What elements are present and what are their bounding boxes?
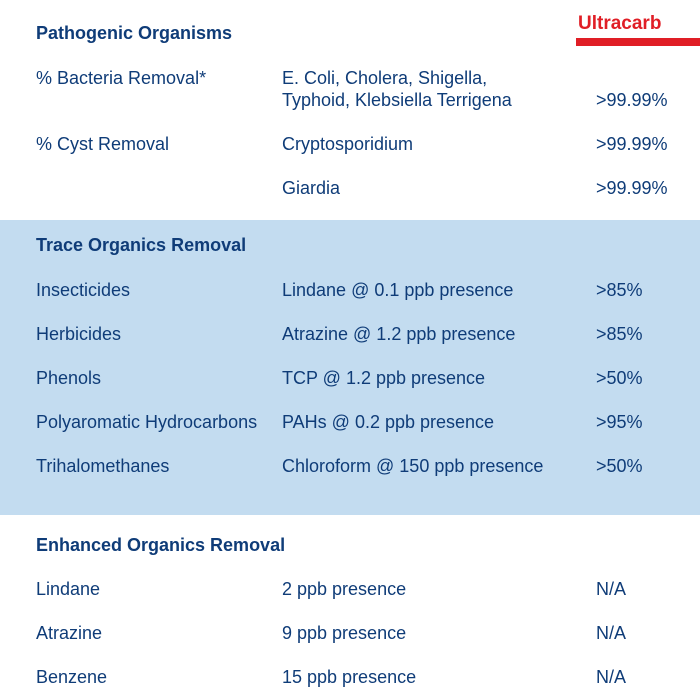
bacteria-item-line2: Typhoid, Klebsiella Terrigena [282, 90, 512, 110]
trace-heading: Trace Organics Removal [36, 235, 247, 255]
trace-section [0, 220, 700, 515]
trihalomethanes-item: Chloroform @ 150 ppb presence [282, 456, 544, 476]
phenols-value: >50% [596, 368, 643, 388]
atrazine-item: 9 ppb presence [282, 623, 407, 643]
phenols-item: TCP @ 1.2 ppb presence [282, 368, 486, 388]
brand-name: Ultracarb [578, 13, 662, 34]
pah-label: Polyaromatic Hydrocarbons [36, 412, 258, 432]
cryptosporidium-value: >99.99% [596, 134, 668, 154]
herbicides-value: >85% [596, 324, 643, 344]
enhanced-heading: Enhanced Organics Removal [36, 535, 286, 555]
giardia-item: Giardia [282, 178, 341, 198]
benzene-value: N/A [596, 667, 627, 687]
bacteria-label: % Bacteria Removal* [36, 68, 207, 88]
bacteria-item-line1: E. Coli, Cholera, Shigella, [282, 68, 488, 88]
atrazine-value: N/A [596, 623, 627, 643]
giardia-value: >99.99% [596, 178, 668, 198]
herbicides-item: Atrazine @ 1.2 ppb presence [282, 324, 516, 344]
brand-logo [576, 12, 700, 36]
lindane-label: Lindane [36, 579, 101, 599]
cryptosporidium-item: Cryptosporidium [282, 134, 414, 154]
pathogenic-heading: Pathogenic Organisms [36, 23, 233, 43]
pah-item: PAHs @ 0.2 ppb presence [282, 412, 495, 432]
trihalomethanes-value: >50% [596, 456, 643, 476]
enhanced-section [0, 515, 700, 700]
pah-value: >95% [596, 412, 643, 432]
brand-underline [576, 38, 700, 46]
cyst-label: % Cyst Removal [36, 134, 170, 154]
bacteria-value: >99.99% [596, 90, 668, 110]
insecticides-value: >85% [596, 280, 643, 300]
atrazine-label: Atrazine [36, 623, 103, 643]
benzene-item: 15 ppb presence [282, 667, 417, 687]
benzene-label: Benzene [36, 667, 108, 687]
lindane-value: N/A [596, 579, 627, 599]
pathogenic-section [0, 0, 700, 220]
insecticides-item: Lindane @ 0.1 ppb presence [282, 280, 514, 300]
insecticides-label: Insecticides [36, 280, 131, 300]
lindane-item: 2 ppb presence [282, 579, 407, 599]
herbicides-label: Herbicides [36, 324, 122, 344]
phenols-label: Phenols [36, 368, 102, 388]
trihalomethanes-label: Trihalomethanes [36, 456, 170, 476]
